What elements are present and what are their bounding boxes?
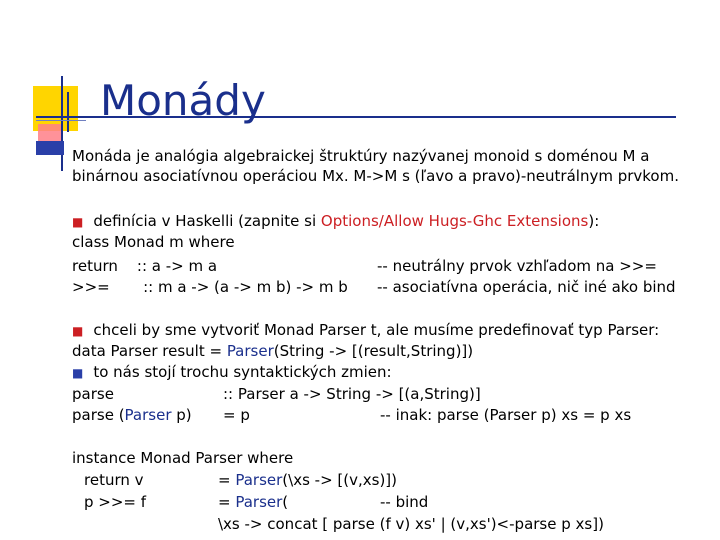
parse-def-right: = p (223, 406, 250, 424)
parser-bullet-2 (72, 362, 392, 383)
bind-eq: = (218, 493, 236, 511)
return-sig: return :: a -> m a (72, 257, 218, 275)
data-pre: data Parser result = (72, 342, 227, 360)
class-line: class Monad m where (72, 233, 235, 251)
bind-comment: -- asociatívna operácia, nič iné ako bind (377, 278, 676, 296)
parse-def-left (72, 405, 192, 425)
parse-def-post: p) (171, 406, 192, 424)
data-post: (String -> [(result,String)]) (273, 342, 474, 360)
def-bullet-line (72, 211, 599, 232)
parser-bullet-1 (72, 320, 659, 341)
parse-sig-right: :: Parser a -> String -> [(a,String)] (223, 385, 481, 403)
instance-return-left: return v (84, 471, 144, 489)
bind-right: ( (282, 493, 289, 511)
return-ctor: Parser (235, 471, 283, 489)
options-menu-path: Options/Allow Hugs-Ghc Extensions (320, 212, 589, 230)
bullet-icon: ■ (72, 215, 84, 229)
data-ctor: Parser (226, 342, 274, 360)
parse-sig-left: parse (72, 385, 114, 403)
parse-def-comment: -- inak: parse (Parser p) xs = p xs (380, 406, 632, 424)
instance-bind-left: p >>= f (84, 493, 147, 511)
slide-title: Monády (100, 76, 266, 125)
instance-last-line: \xs -> concat [ parse (f v) xs' | (v,xs')<-parse p xs]) (218, 515, 604, 533)
parser-bullet-2-text: to nás stojí trochu syntaktických zmien: (93, 363, 392, 381)
decor-vertical-line-2 (67, 92, 69, 132)
return-eq: = (218, 471, 236, 489)
decor-vertical-line (61, 76, 63, 171)
def-bullet-text: definícia v Haskelli (zapnite si (93, 212, 321, 230)
return-comment: -- neutrálny prvok vzhľadom na >>= (377, 257, 657, 275)
intro-line-1: Monáda je analógia algebraickej štruktúry nazývanej monoid s doménou M a (72, 147, 650, 165)
instance-line: instance Monad Parser where (72, 449, 294, 467)
decor-horizontal-line-2 (36, 120, 86, 121)
instance-return-right (218, 470, 397, 490)
def-bullet-end: ): (588, 212, 600, 230)
parse-def-ctor: Parser (124, 406, 172, 424)
parse-def-pre: parse ( (72, 406, 125, 424)
instance-bind-right (218, 492, 288, 512)
data-line (72, 341, 473, 361)
parser-bullet-1-text: chceli by sme vytvoriť Monad Parser t, ale musíme predefinovať typ Parser: (93, 321, 660, 339)
decor-blue-square (36, 141, 64, 155)
intro-line-2: binárnou asociatívnou operáciou Mx. M->M s (ľavo a pravo)-neutrálnym prvkom. (72, 167, 679, 185)
return-right: (\xs -> [(v,xs)]) (282, 471, 398, 489)
bullet-icon: ■ (72, 366, 84, 380)
bind-sig: >>= :: m a -> (a -> m b) -> m b (72, 278, 348, 296)
bind-ctor: Parser (235, 493, 283, 511)
instance-bind-comment: -- bind (380, 493, 429, 511)
bullet-icon: ■ (72, 324, 84, 338)
